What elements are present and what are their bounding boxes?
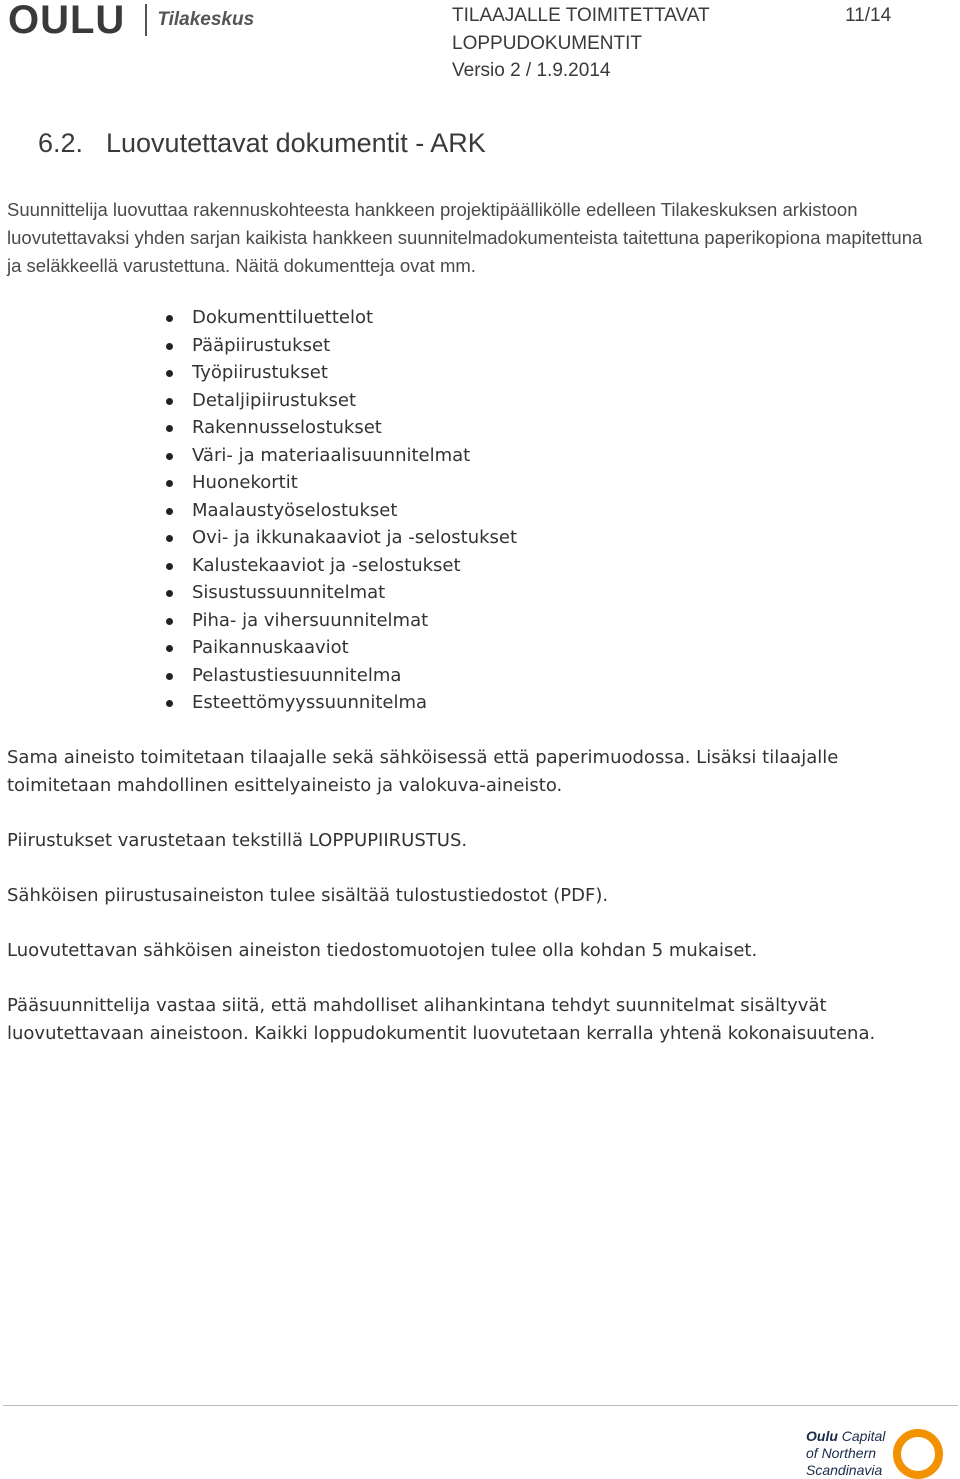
footer-logo-capital: Capital bbox=[841, 1428, 886, 1444]
list-item: Dokumenttiluettelot bbox=[165, 304, 517, 332]
page-number: 11/14 bbox=[845, 5, 892, 26]
footer-logo-line2: of Northern bbox=[806, 1445, 877, 1461]
list-item: Rakennusselostukset bbox=[165, 414, 517, 442]
paragraph-drawing-label: Piirustukset varustetaan tekstillä LOPPUPIIRUSTUS. bbox=[7, 830, 468, 851]
section-heading bbox=[38, 128, 486, 159]
logo-divider bbox=[145, 4, 147, 36]
list-item: Työpiirustukset bbox=[165, 359, 517, 387]
document-list bbox=[165, 304, 517, 717]
list-item: Esteettömyyssuunnitelma bbox=[165, 689, 517, 717]
list-item: Huonekortit bbox=[165, 469, 517, 497]
list-item: Pelastustiesuunnitelma bbox=[165, 662, 517, 690]
section-number: 6.2. bbox=[38, 128, 84, 158]
intro-paragraph: Suunnittelija luovuttaa rakennuskohteesta hankkeen projektipäällikölle edelleen Tilakeskuksen arkistoon luovutettavaksi yhden sarjan kaikista hankkeen suunnitelmadokumenteista taitettuna paperikopiona mapitettuna ja seläkkeellä varustettuna. Näitä dokumentteja ovat mm. bbox=[7, 199, 923, 276]
paragraph-pdf-files: Sähköisen piirustusaineiston tulee sisältää tulostustiedostot (PDF). bbox=[7, 885, 609, 906]
list-item: Pääpiirustukset bbox=[165, 332, 517, 360]
list-item: Sisustussuunnitelmat bbox=[165, 579, 517, 607]
list-item: Väri- ja materiaalisuunnitelmat bbox=[165, 442, 517, 470]
paragraph-responsibility: Pääsuunnittelija vastaa siitä, että mahdolliset alihankintana tehdyt suunnitelmat sisältyvät luovutettavaan aineistoon. Kaikki loppudokumentit luovutetaan kerralla yhtenä kokonaisuutena. bbox=[7, 995, 876, 1044]
doc-version: Versio 2 / 1.9.2014 bbox=[452, 60, 611, 81]
logo-oulu-text: OULU bbox=[8, 0, 126, 42]
list-item: Detaljipiirustukset bbox=[165, 387, 517, 415]
footer-logo-text bbox=[806, 1428, 885, 1479]
oulu-capital-logo bbox=[806, 1428, 943, 1479]
list-item: Paikannuskaaviot bbox=[165, 634, 517, 662]
section-title: Luovutettavat dokumentit - ARK bbox=[106, 128, 486, 158]
footer-logo-oulu: Oulu bbox=[806, 1428, 838, 1444]
list-item: Ovi- ja ikkunakaaviot ja -selostukset bbox=[165, 524, 517, 552]
logo-tilakeskus-text: Tilakeskus bbox=[157, 9, 255, 30]
doc-title-line2: LOPPUDOKUMENTIT bbox=[452, 33, 643, 54]
footer-logo-line3: Scandinavia bbox=[806, 1462, 883, 1478]
oulu-tilakeskus-logo bbox=[8, 0, 254, 40]
footer-divider bbox=[3, 1405, 958, 1406]
list-item: Maalaustyöselostukset bbox=[165, 497, 517, 525]
list-item: Kalustekaaviot ja -selostukset bbox=[165, 552, 517, 580]
doc-title-line1: TILAAJALLE TOIMITETTAVAT bbox=[452, 5, 710, 26]
list-item: Piha- ja vihersuunnitelmat bbox=[165, 607, 517, 635]
paragraph-file-formats: Luovutettavan sähköisen aineiston tiedostomuotojen tulee olla kohdan 5 mukaiset. bbox=[7, 940, 758, 961]
paragraph-delivery-formats: Sama aineisto toimitetaan tilaajalle sekä sähköisessä että paperimuodossa. Lisäksi tilaajalle toimitetaan mahdollinen esittelyaineisto ja valokuva-aineisto. bbox=[7, 747, 839, 796]
orange-ring-icon bbox=[893, 1429, 943, 1479]
